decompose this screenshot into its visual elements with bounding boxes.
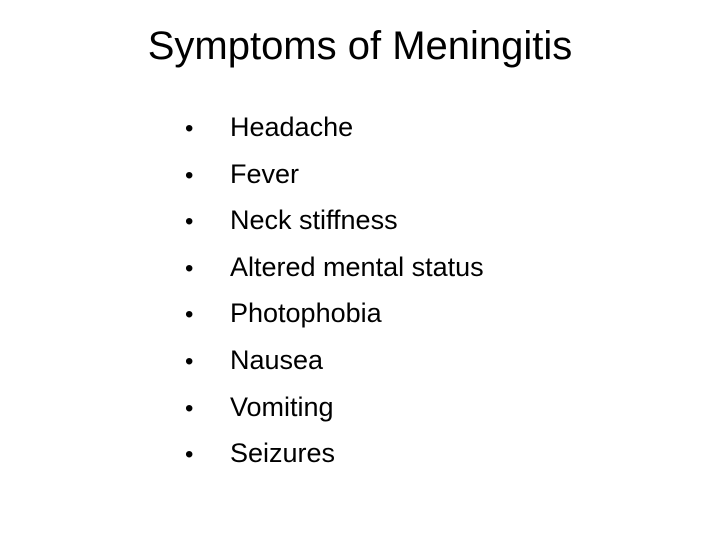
list-item-label: Neck stiffness [230,205,398,236]
list-item-label: Vomiting [230,391,334,422]
list-item [182,430,484,477]
list-item-label: Nausea [230,344,324,375]
bullet-icon: • [185,208,194,236]
symptom-list [182,104,484,477]
list-item-label: Seizures [230,438,336,469]
list-item [182,104,484,151]
list-item-label: Fever [230,158,300,189]
bullet-icon: • [185,254,194,282]
slide-title: Symptoms of Meningitis [147,24,573,68]
list-item [182,384,484,431]
list-item-label: Headache [230,112,354,142]
bullet-icon: • [185,301,194,329]
list-item [182,290,484,337]
bullet-icon: • [185,441,194,469]
bullet-icon: • [185,115,194,142]
bullet-icon: • [185,161,194,189]
list-item-label: Altered mental status [230,251,484,282]
list-item [182,244,484,291]
list-item [182,197,484,244]
list-item [182,151,484,198]
bullet-icon: • [185,347,194,375]
list-item [182,337,484,384]
bullet-icon: • [185,394,194,422]
list-item-label: Photophobia [230,298,382,329]
